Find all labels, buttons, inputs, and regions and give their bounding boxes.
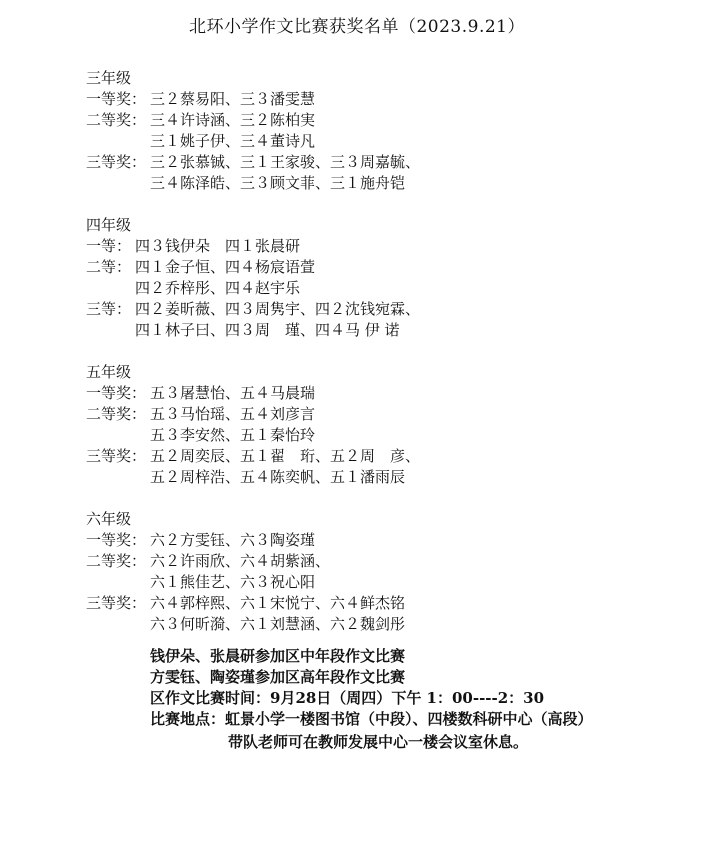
- award-label: 三等奖：: [86, 447, 147, 465]
- award-label: 一等奖：: [86, 531, 147, 549]
- award-row: [86, 530, 686, 551]
- award-label: [86, 425, 150, 446]
- note-venue: 比赛地点：虹景小学一楼图书馆（中段）、四楼数科研中心（高段）: [150, 710, 593, 728]
- award-row: [86, 131, 686, 152]
- award-names: 三４许诗涵、三２陈柏実: [150, 111, 316, 129]
- award-names: 五３屠慧怡、五４马晨瑞: [150, 384, 316, 402]
- award-names: 五２周梓浩、五４陈奕帆、五１潘雨辰: [150, 468, 406, 486]
- award-names: 六１熊佳艺、六３祝心阳: [150, 573, 316, 591]
- award-label: 二等奖：: [86, 552, 147, 570]
- award-label: [86, 173, 150, 194]
- award-label: 一等：: [86, 237, 132, 255]
- grade-section-6: [86, 509, 686, 635]
- award-label: 一等奖：: [86, 90, 147, 108]
- grade-heading: 六年级: [86, 510, 132, 528]
- award-names: 六３何昕漪、六１刘慧涵、六２魏剑彤: [150, 615, 406, 633]
- award-names: 五３马怡瑶、五４刘彦言: [150, 405, 316, 423]
- award-names: 五３李安然、五１秦怡玲: [150, 426, 316, 444]
- grade-section-4: [86, 215, 686, 341]
- award-list: [86, 68, 686, 656]
- award-names: 六４郭梓熙、六１宋悦宁、六４鲜杰铭: [150, 594, 406, 612]
- award-names: 三２蔡易阳、三３潘雯慧: [150, 90, 316, 108]
- note-schedule: 区作文比赛时间：9月28日（周四）下午 1：00----2：30: [150, 689, 545, 707]
- document-title: 北环小学作文比赛获奖名单（2023.9.21）: [188, 17, 526, 37]
- award-row: [86, 404, 686, 425]
- award-row: [86, 593, 686, 614]
- award-row: [86, 383, 686, 404]
- award-row: [86, 572, 686, 593]
- award-row: [86, 236, 686, 257]
- note-middle-grade: 钱伊朵、张晨研参加区中年段作文比赛: [150, 647, 406, 665]
- award-label: [86, 131, 150, 152]
- award-label: [86, 572, 150, 593]
- award-names: 三１姚子伊、三４董诗凡: [150, 132, 316, 150]
- competition-notes: [86, 646, 666, 753]
- award-row: [86, 152, 686, 173]
- award-row: [86, 278, 686, 299]
- award-label: 三等奖：: [86, 594, 147, 612]
- award-label: [86, 320, 135, 341]
- award-names: 三２张慕铖、三１王家骏、三３周嘉毓、: [150, 153, 421, 171]
- award-label: 三等：: [86, 300, 132, 318]
- award-names: 三４陈泽皓、三３顾文菲、三１施舟铠: [150, 174, 406, 192]
- grade-section-3: [86, 68, 686, 194]
- award-label: 二等：: [86, 258, 132, 276]
- award-names: 五２周奕辰、五１翟 珩、五２周 彦、: [150, 447, 421, 465]
- award-names: 四１林子曰、四３周 瑾、四４马 伊 诺: [135, 321, 400, 339]
- award-label: 二等奖：: [86, 405, 147, 423]
- award-names: 四１金子恒、四４杨宸语萱: [135, 258, 316, 276]
- award-row: [86, 425, 686, 446]
- award-names: 六２许雨欣、六４胡紫涵、: [150, 552, 331, 570]
- award-row: [86, 89, 686, 110]
- award-label: [86, 467, 150, 488]
- grade-heading: 四年级: [86, 216, 132, 234]
- award-names: 六２方雯钰、六３陶姿瑾: [150, 531, 316, 549]
- award-names: 四２乔梓彤、四４赵宇乐: [135, 279, 301, 297]
- award-label: 一等奖：: [86, 384, 147, 402]
- award-row: [86, 257, 686, 278]
- award-label: [86, 614, 150, 635]
- award-row: [86, 299, 686, 320]
- grade-heading: 三年级: [86, 69, 132, 87]
- award-names: 四２姜昕薇、四３周隽宇、四２沈钱宛霖、: [135, 300, 421, 318]
- award-row: [86, 110, 686, 131]
- award-label: 三等奖：: [86, 153, 147, 171]
- award-row: [86, 320, 686, 341]
- award-row: [86, 446, 686, 467]
- award-row: [86, 551, 686, 572]
- note-teacher-rest: 带队老师可在教师发展中心一楼会议室休息。: [228, 733, 529, 751]
- award-row: [86, 614, 686, 635]
- grade-heading: 五年级: [86, 363, 132, 381]
- award-names: 四３钱伊朵 四１张晨研: [135, 237, 301, 255]
- award-row: [86, 173, 686, 194]
- note-upper-grade: 方雯钰、陶姿瑾参加区高年段作文比赛: [150, 668, 406, 686]
- award-label: 二等奖：: [86, 111, 147, 129]
- award-label: [86, 278, 135, 299]
- grade-section-5: [86, 362, 686, 488]
- award-row: [86, 467, 686, 488]
